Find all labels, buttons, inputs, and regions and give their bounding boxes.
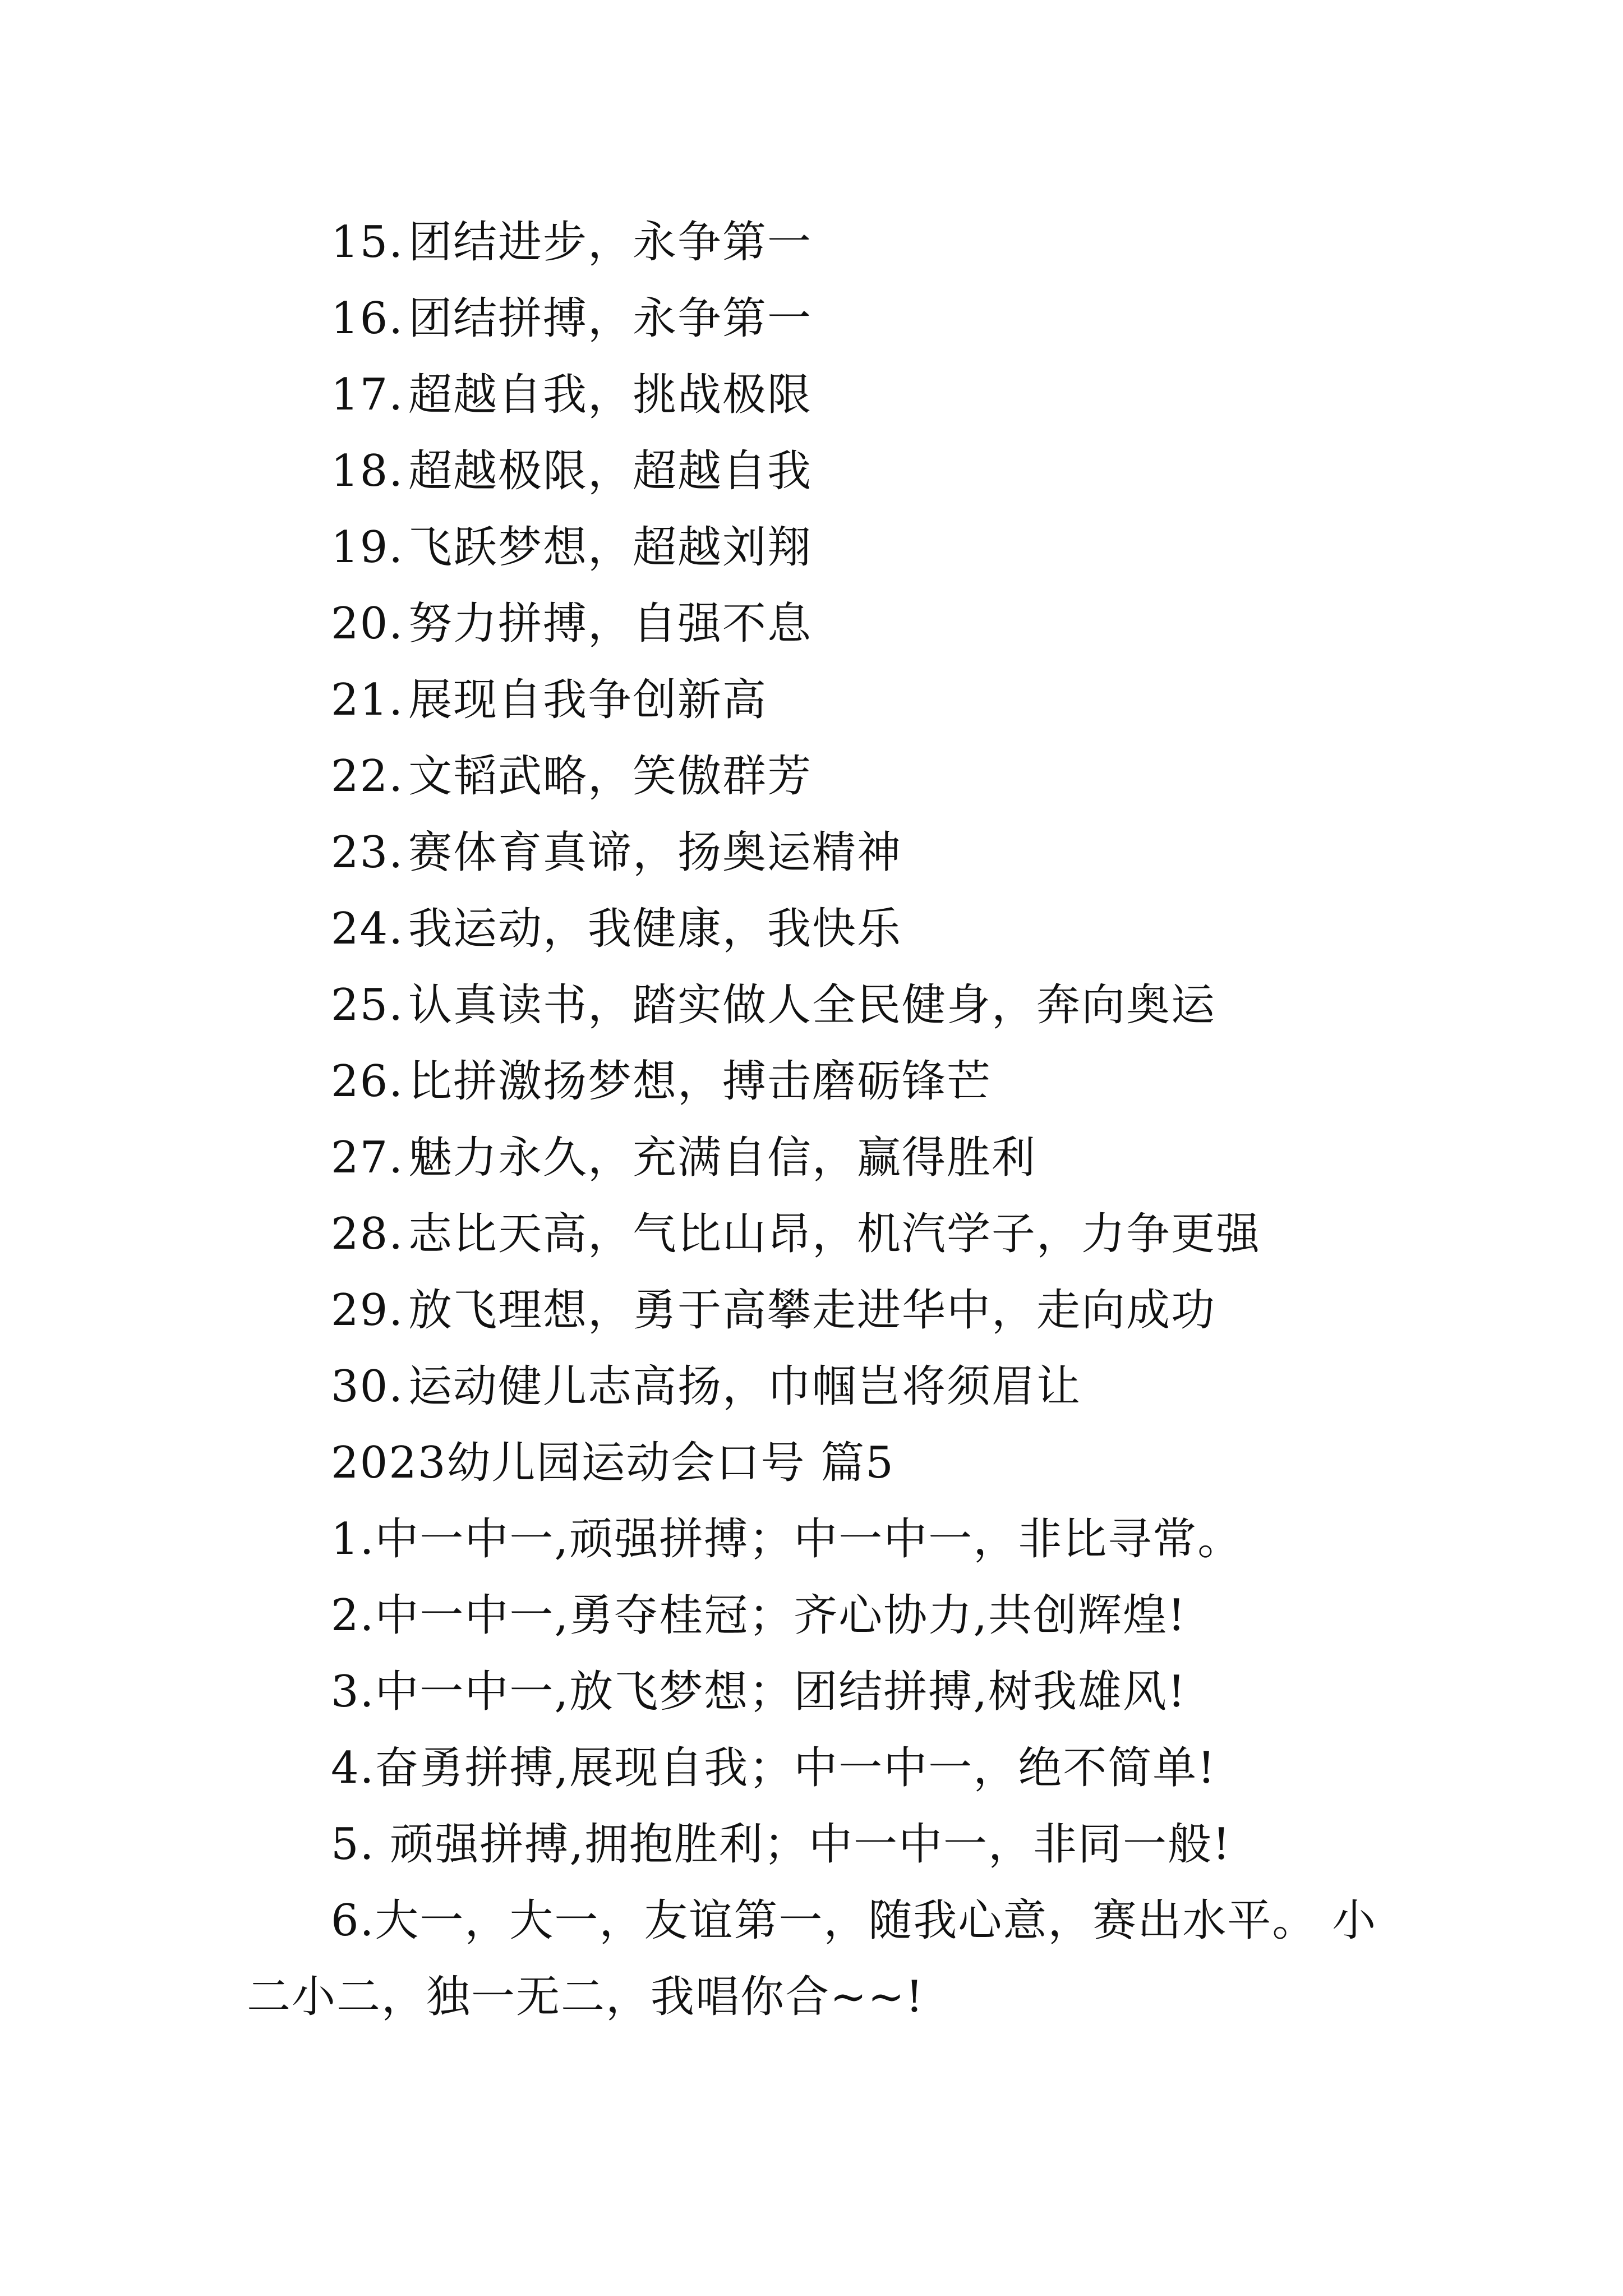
item-number: 21. [331, 675, 404, 725]
item-number: 23. [331, 827, 404, 878]
item-number: 15. [331, 217, 404, 268]
item-number: 22. [331, 751, 404, 802]
item-text: 运动健儿志高扬，巾帼岂将须眉让 [408, 1361, 1082, 1412]
item-number: 28. [331, 1209, 404, 1259]
item-text: 认真读书，踏实做人全民健身，奔向奥运 [408, 980, 1216, 1030]
list-item [331, 596, 812, 652]
item-text: 展现自我争创新高 [408, 675, 768, 725]
list-item: 3.中一中一,放飞梦想；团结拼搏,树我雄风! [331, 1667, 1187, 1717]
item-text: 超越自我，挑战极限 [408, 370, 813, 420]
item-number: 26. [331, 1056, 404, 1107]
item-text: 超越极限，超越自我 [408, 446, 813, 496]
list-item [331, 443, 812, 499]
list-item [331, 519, 812, 576]
item-text: 我运动，我健康，我快乐 [408, 904, 902, 954]
item-number: 27. [331, 1133, 404, 1183]
paragraph-continuation: 二小二，独一无二，我唱你合~~! [247, 1972, 925, 2022]
list-item [331, 291, 812, 347]
list-item [331, 367, 812, 423]
item-text: 放飞理想，勇于高攀走进华中，走向成功 [408, 1285, 1216, 1336]
item-text: 团结拼搏，永争第一 [408, 293, 813, 344]
list-item: 1.中一中一,顽强拼搏；中一中一，非比寻常。 [331, 1514, 1243, 1565]
item-text: 努力拼搏，自强不息 [408, 599, 813, 649]
item-text: 飞跃梦想，超越刘翔 [408, 522, 813, 573]
item-text: 赛体育真谛，扬奥运精神 [408, 827, 902, 878]
list-item [331, 1130, 1036, 1186]
list-item [331, 1282, 1216, 1338]
item-text: 比拼激扬梦想，搏击磨砺锋芒 [408, 1056, 992, 1107]
item-number: 25. [331, 980, 404, 1030]
list-item: 5. 顽强拼搏,拥抱胜利；中一中一，非同一般! [331, 1819, 1232, 1870]
item-number: 29. [331, 1285, 404, 1336]
list-item: 2.中一中一,勇夺桂冠；齐心协力,共创辉煌! [331, 1590, 1187, 1641]
item-text: 志比天高，气比山昂，机汽学子，力争更强 [408, 1209, 1261, 1259]
list-item [331, 1206, 1261, 1262]
list-item [331, 825, 902, 881]
section-heading: 2023幼儿园运动会口号 篇5 [331, 1438, 895, 1488]
list-item [331, 672, 767, 728]
list-item: 6.大一，大一，友谊第一，随我心意，赛出水平。 小 [331, 1895, 1377, 1946]
item-number: 24. [331, 904, 404, 954]
item-text: 文韬武略，笑傲群芳 [408, 751, 813, 802]
item-number: 18. [331, 446, 404, 496]
list-item [331, 977, 1216, 1033]
item-number: 30. [331, 1361, 404, 1412]
item-number: 17. [331, 370, 404, 420]
list-item [331, 1359, 1081, 1415]
list-item: 4.奋勇拼搏,展现自我；中一中一，绝不简单! [331, 1743, 1216, 1793]
item-number: 19. [331, 522, 404, 573]
item-text: 团结进步，永争第一 [408, 217, 813, 268]
item-number: 16. [331, 293, 404, 344]
list-item [331, 1053, 992, 1110]
item-text: 魅力永久，充满自信，赢得胜利 [408, 1133, 1037, 1183]
list-item [331, 214, 812, 270]
list-item [331, 748, 812, 804]
list-item [331, 901, 902, 957]
item-number: 20. [331, 599, 404, 649]
